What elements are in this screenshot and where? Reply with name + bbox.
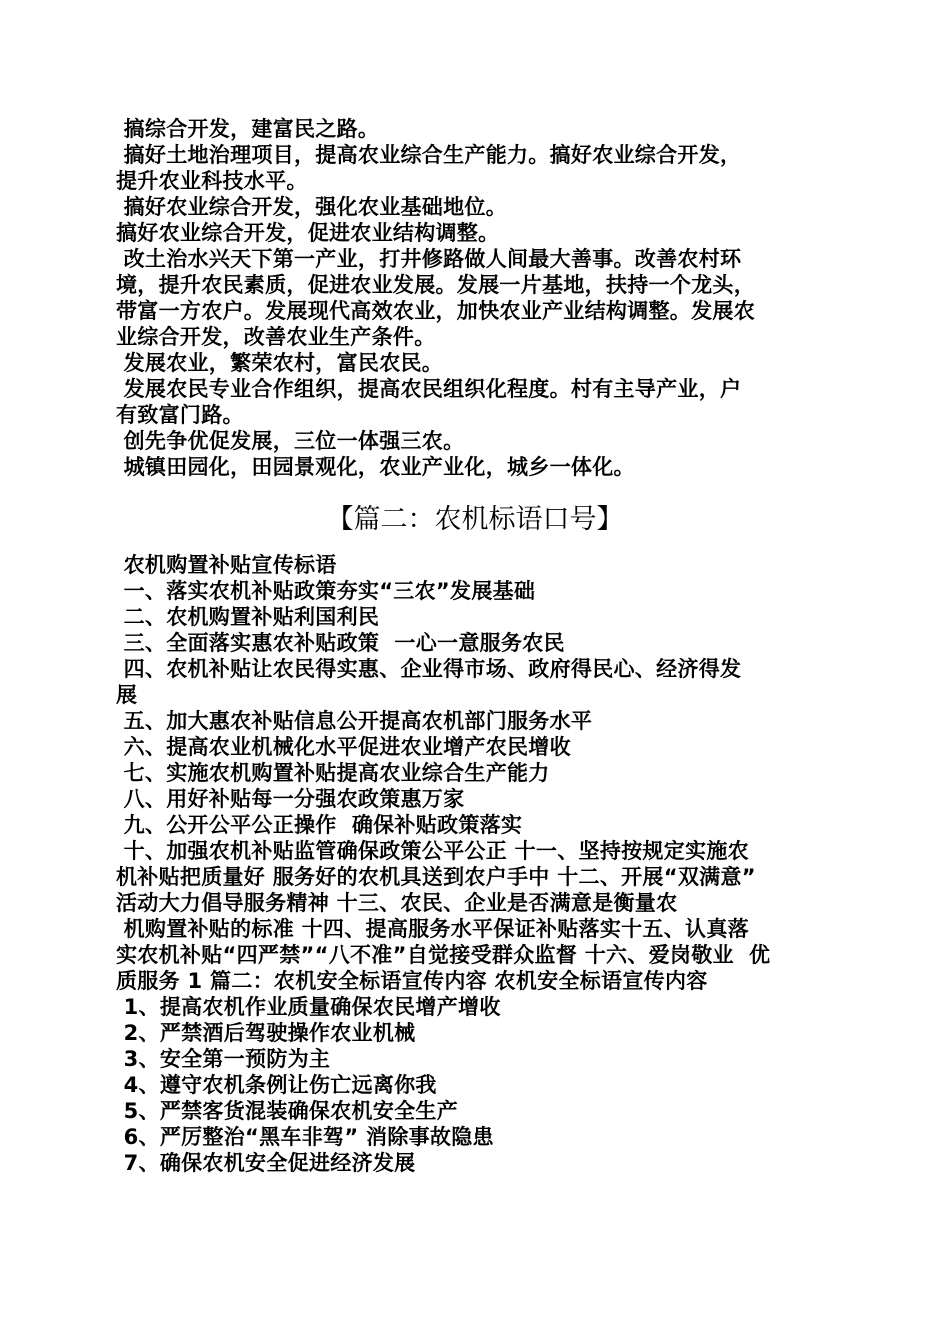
text-line: 机补贴把质量好 服务好的农机具送到农户手中 十二、开展“双满意” bbox=[116, 865, 756, 889]
text-line: 六、提高农业机械化水平促进农业增产农民增收 bbox=[116, 735, 571, 759]
text-line: 八、用好补贴每一分强农政策惠万家 bbox=[116, 787, 465, 811]
text-line: 搞好土地治理项目，提高农业综合生产能力。搞好农业综合开发， bbox=[116, 143, 742, 167]
text-line: 二、农机购置补贴利国利民 bbox=[116, 605, 380, 629]
section-heading: 【篇二：农机标语口号】 bbox=[326, 504, 624, 535]
section-two-text bbox=[116, 552, 846, 1176]
text-line: 2、严禁酒后驾驶操作农业机械 bbox=[116, 1021, 416, 1045]
text-line: 1、提高农机作业质量确保农民增产增收 bbox=[116, 995, 501, 1019]
text-line: 质服务 1 篇二：农机安全标语宣传内容 农机安全标语宣传内容 bbox=[116, 969, 708, 993]
text-line: 九、公开公平公正操作 确保补贴政策落实 bbox=[116, 813, 523, 837]
text-line: 发展农业，繁荣农村，富民农民。 bbox=[116, 351, 444, 375]
text-line: 改土治水兴天下第一产业，打井修路做人间最大善事。改善农村环 bbox=[116, 247, 742, 271]
text-line: 五、加大惠农补贴信息公开提高农机部门服务水平 bbox=[116, 709, 593, 733]
text-line: 发展农民专业合作组织，提高农民组织化程度。村有主导产业，户 bbox=[116, 377, 742, 401]
text-line: 搞好农业综合开发，促进农业结构调整。 bbox=[116, 221, 500, 245]
text-line: 展 bbox=[116, 683, 138, 707]
text-line: 一、落实农机补贴政策夯实“三农”发展基础 bbox=[116, 579, 536, 603]
text-line: 搞综合开发，建富民之路。 bbox=[116, 117, 380, 141]
text-line: 6、严厉整治“黑车非驾” 消除事故隐患 bbox=[116, 1125, 494, 1149]
text-line: 4、遵守农机条例让伤亡远离你我 bbox=[116, 1073, 437, 1097]
text-line: 四、农机补贴让农民得实惠、企业得市场、政府得民心、经济得发 bbox=[116, 657, 742, 681]
text-line: 活动大力倡导服务精神 十三、农民、企业是否满意是衡量农 bbox=[116, 891, 678, 915]
text-line: 带富一方农户。发展现代高效农业，加快农业产业结构调整。发展农 bbox=[116, 299, 755, 323]
text-line: 3、安全第一预防为主 bbox=[116, 1047, 331, 1071]
text-line: 十、加强农机补贴监管确保政策公平公正 十一、坚持按规定实施农 bbox=[116, 839, 749, 863]
text-line: 农机购置补贴宣传标语 bbox=[116, 553, 337, 577]
text-line: 提升农业科技水平。 bbox=[116, 169, 308, 193]
text-line: 实农机补贴“四严禁”“八不准”自觉接受群众监督 十六、爱岗敬业 优 bbox=[116, 943, 771, 967]
text-line: 创先争优促发展，三位一体强三农。 bbox=[116, 429, 465, 453]
text-line: 7、确保农机安全促进经济发展 bbox=[116, 1151, 416, 1175]
text-line: 有致富门路。 bbox=[116, 403, 244, 427]
text-line: 七、实施农机购置补贴提高农业综合生产能力 bbox=[116, 761, 550, 785]
text-line: 三、全面落实惠农补贴政策 一心一意服务农民 bbox=[116, 631, 565, 655]
text-line: 搞好农业综合开发，强化农业基础地位。 bbox=[116, 195, 508, 219]
text-line: 5、严禁客货混装确保农机安全生产 bbox=[116, 1099, 459, 1123]
section-one-text bbox=[116, 116, 846, 480]
text-line: 业综合开发，改善农业生产条件。 bbox=[116, 325, 436, 349]
text-line: 境，提升农民素质，促进农业发展。发展一片基地，扶持一个龙头， bbox=[116, 273, 755, 297]
text-line: 机购置补贴的标准 十四、提高服务水平保证补贴落实十五、认真落 bbox=[116, 917, 749, 941]
text-line: 城镇田园化，田园景观化，农业产业化，城乡一体化。 bbox=[116, 455, 635, 479]
